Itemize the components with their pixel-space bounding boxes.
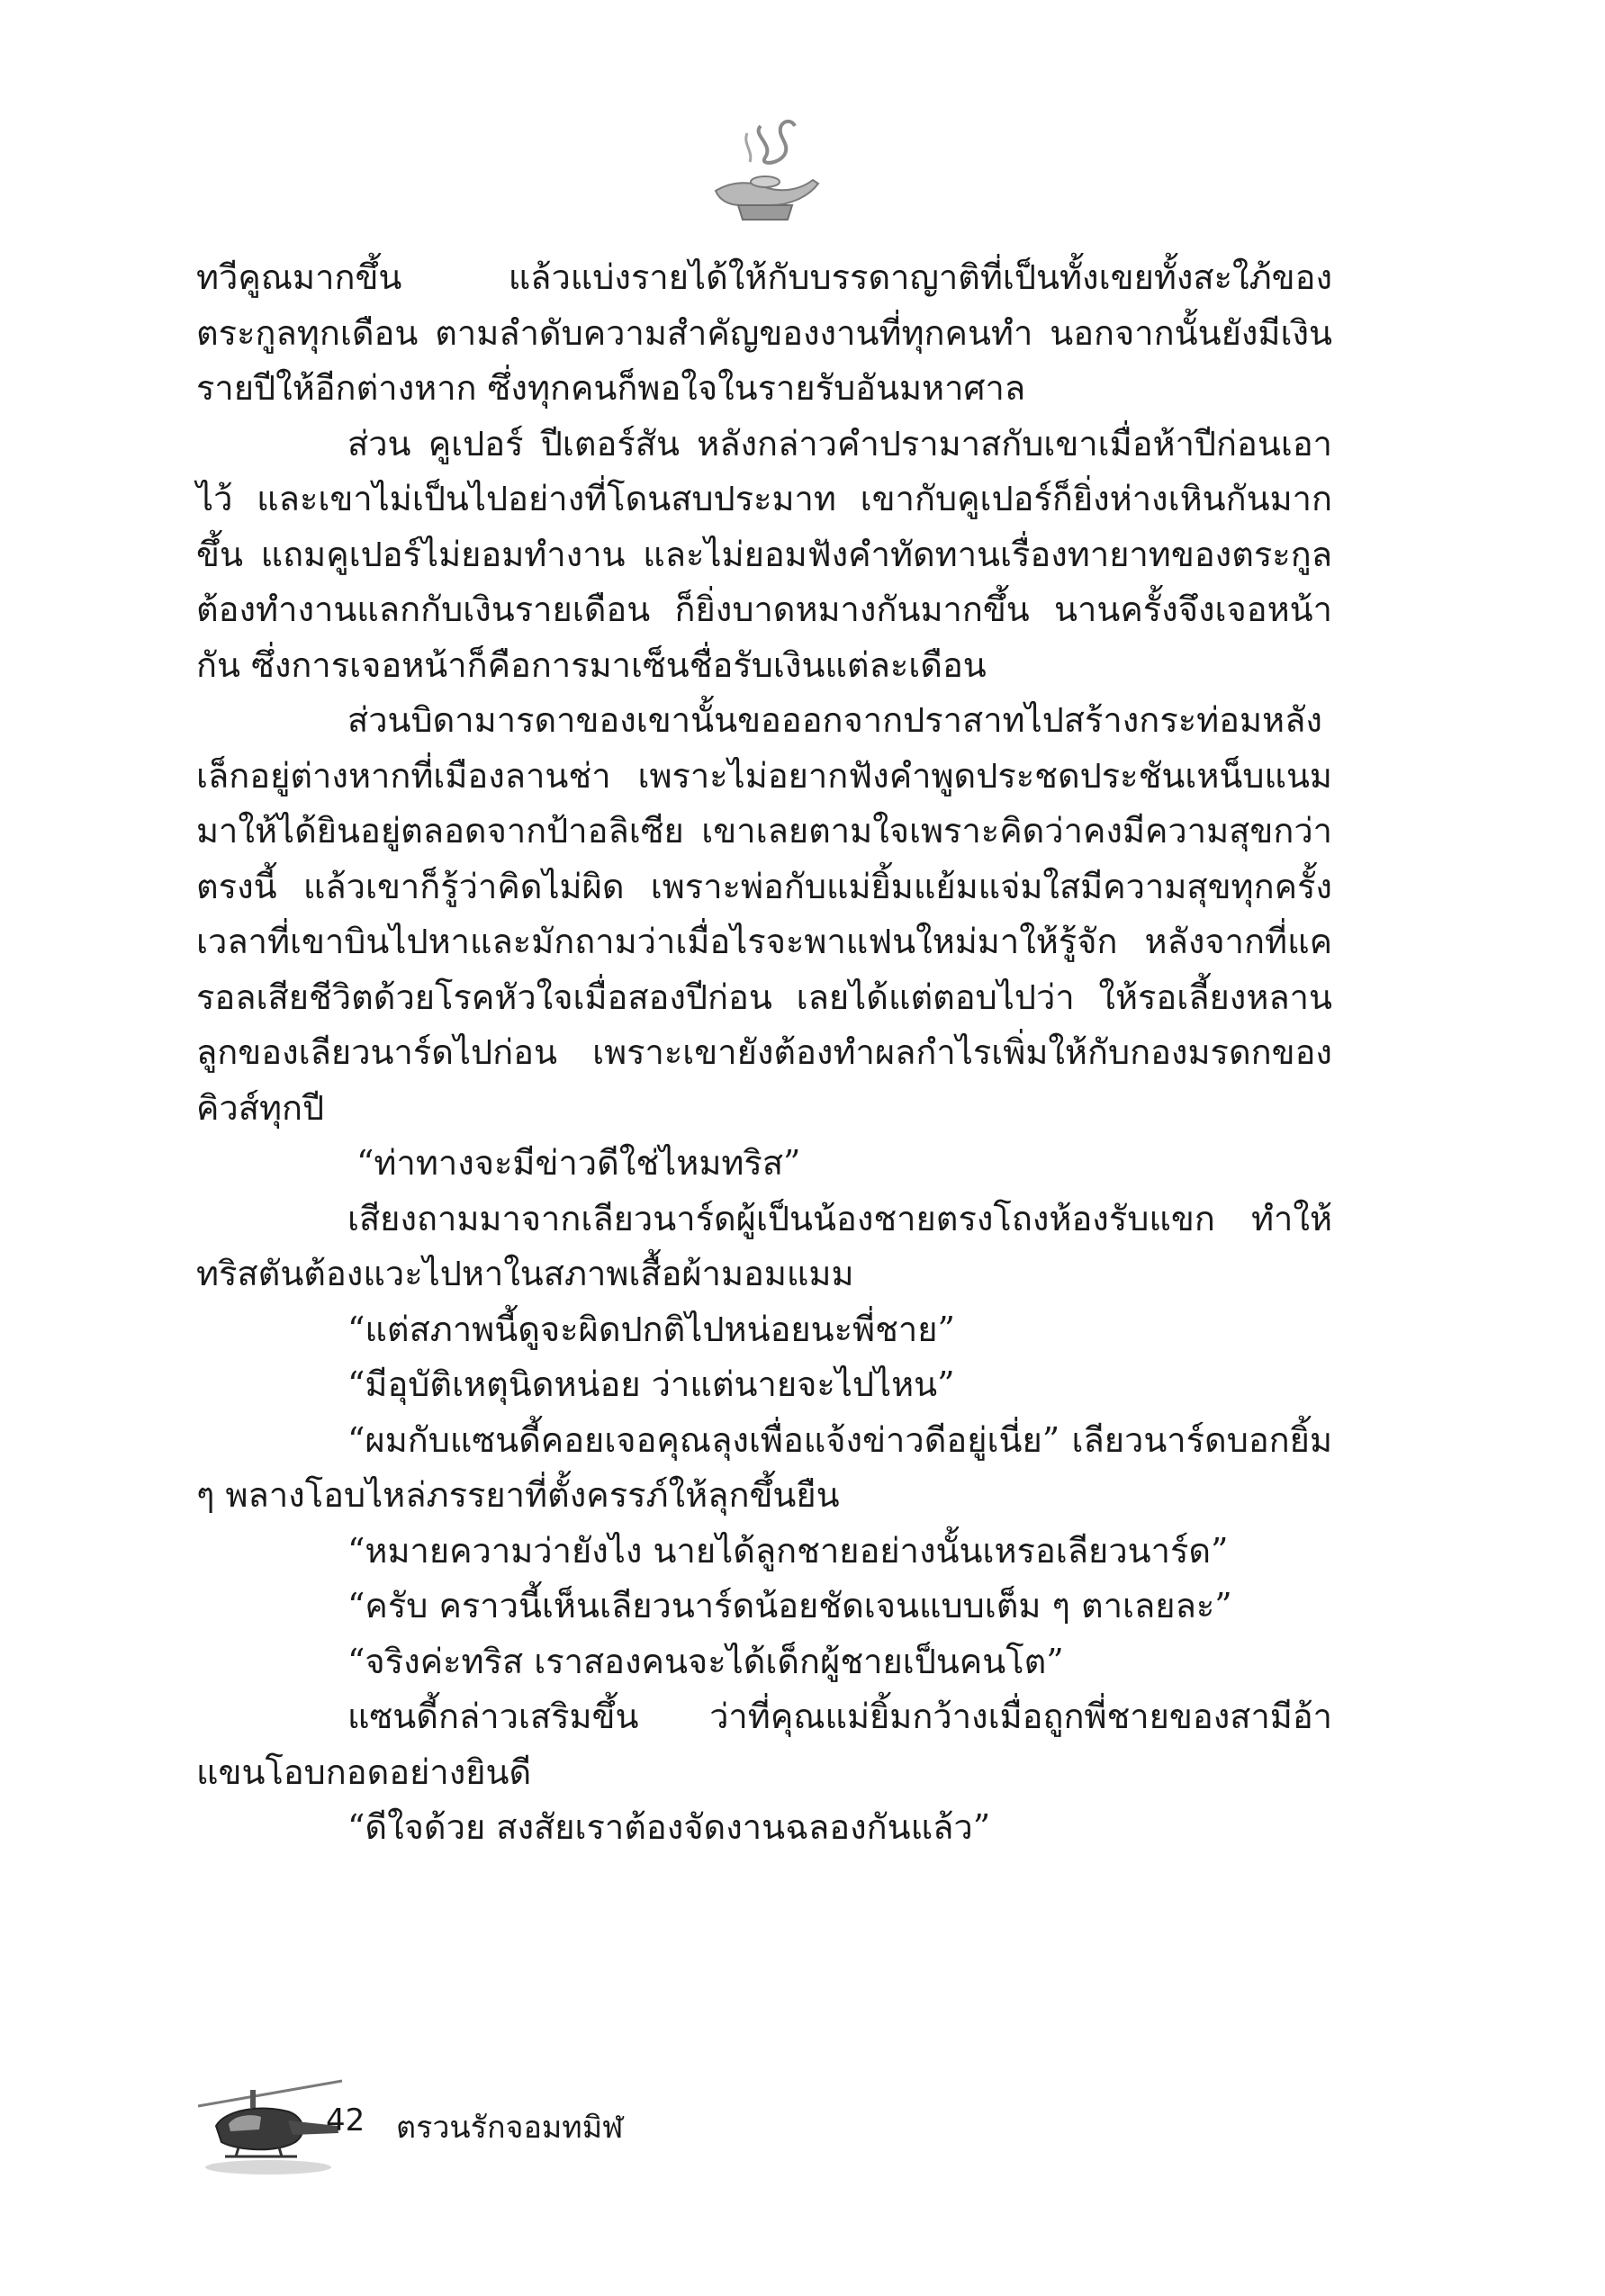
page-number: 42 xyxy=(326,2102,365,2138)
genie-lamp-icon xyxy=(698,108,833,234)
page-footer xyxy=(189,2070,819,2178)
dialogue-line: “หมายความว่ายังไง นายได้ลูกชายอย่างนั้นเหรอเลียวนาร์ด” xyxy=(347,1530,1229,1571)
dialogue-line: “ดีใจด้วย สงสัยเราต้องจัดงานฉลองกันแล้ว” xyxy=(347,1807,991,1847)
dialogue-line: “แต่สภาพนี้ดูจะผิดปกติไปหน่อยนะพี่ชาย” xyxy=(347,1309,955,1349)
dialogue-line: “มีอุบัติเหตุนิดหน่อย ว่าแต่นายจะไปไหน” xyxy=(347,1364,955,1404)
paragraph: ส่วนบิดามารดาของเขานั้นขอออกจากปราสาทไปสร้างกระท่อมหลังเล็กอยู่ต่างหากที่เมืองลานช่า เพราะไม่อยากฟังคำพูดประชดประชันเหน็บแนมมาให้ได้ยินอยู่ตลอดจากป้าอลิเซีย เขาเลยตามใจเพราะคิดว่าคงมีความสุขกว่าตรงนี้ แล้วเขาก็รู้ว่าคิดไม่ผิด เพราะพ่อกับแม่ยิ้มแย้มแจ่มใสมีความสุขทุกครั้งเวลาที่เขาบินไปหาและมักถามว่าเมื่อไรจะพาแฟนใหม่มาให้รู้จัก หลังจากที่แครอลเสียชีวิตด้วยโรคหัวใจเมื่อสองปีก่อน เลยได้แต่ตอบไปว่า ให้รอเลี้ยงหลานลูกของเลียวนาร์ดไปก่อน เพราะเขายังต้องทำผลกำไรเพิ่มให้กับกองมรดกของคิวส์ทุกปี xyxy=(196,700,1332,1128)
body-text xyxy=(196,250,1332,1856)
book-title: ตรวนรักจอมทมิฬ xyxy=(396,2110,624,2146)
paragraph: ทวีคูณมากขึ้น แล้วแบ่งรายได้ให้กับบรรดาญาติที่เป็นทั้งเขยทั้งสะใภ้ของตระกูลทุกเดือน ตามลำดับความสำคัญของงานที่ทุกคนทำ นอกจากนั้นยังมีเงินรายปีให้อีกต่างหาก ซึ่งทุกคนก็พอใจในรายรับอันมหาศาล xyxy=(196,257,1332,408)
dialogue-line: “ท่าทางจะมีข่าวดีใช่ไหมทริส” xyxy=(356,1143,801,1183)
dialogue-line: “ผมกับแซนดี้คอยเจอคุณลุงเพื่อแจ้งข่าวดีอยู่เนี่ย” เลียวนาร์ดบอกยิ้ม ๆ พลางโอบไหล่ภรรยาที่ตั้งครรภ์ให้ลุกขึ้นยืน xyxy=(196,1419,1332,1515)
paragraph: ส่วน คูเปอร์ ปีเตอร์สัน หลังกล่าวคำปรามาสกับเขาเมื่อห้าปีก่อนเอาไว้ และเขาไม่เป็นไปอย่างที่โดนสบประมาท เขากับคูเปอร์ก็ยิ่งห่างเหินกันมากขึ้น แถมคูเปอร์ไม่ยอมทำงาน และไม่ยอมฟังคำทัดทานเรื่องทายาทของตระกูลต้องทำงานแลกกับเงินรายเดือน ก็ยิ่งบาดหมางกันมากขึ้น นานครั้งจึงเจอหน้ากัน ซึ่งการเจอหน้าก็คือการมาเซ็นชื่อรับเงินแต่ละเดือน xyxy=(196,423,1332,685)
dialogue-line: “จริงค่ะทริส เราสองคนจะได้เด็กผู้ชายเป็นคนโต” xyxy=(347,1641,1064,1681)
paragraph: เสียงถามมาจากเลียวนาร์ดผู้เป็นน้องชายตรงโถงห้องรับแขก ทำให้ทริสตันต้องแวะไปหาในสภาพเสื้อผ้ามอมแมม xyxy=(196,1198,1332,1293)
dialogue-line: “ครับ คราวนี้เห็นเลียวนาร์ดน้อยชัดเจนแบบเต็ม ๆ ตาเลยละ” xyxy=(347,1586,1232,1625)
paragraph: แซนดี้กล่าวเสริมขึ้น ว่าที่คุณแม่ยิ้มกว้างเมื่อถูกพี่ชายของสามีอ้าแขนโอบกอดอย่างยินดี xyxy=(196,1697,1332,1792)
